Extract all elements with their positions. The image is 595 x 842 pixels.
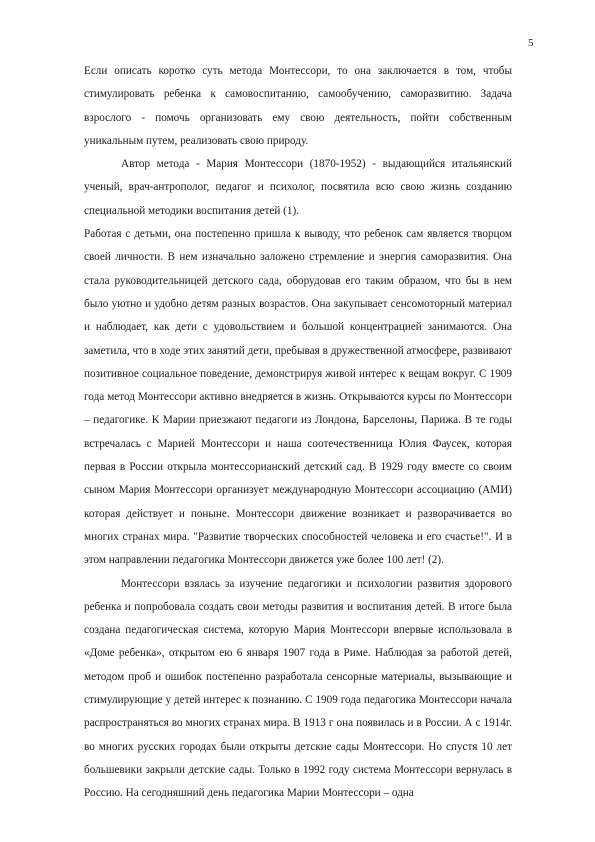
page-number: 5 xyxy=(528,37,534,49)
paragraph-method-summary: Если описать коротко суть метода Монтессори, то она заключается в том, чтобы стимулировать ребенка к самовоспитанию, самообучению, саморазвитию. Задача взрослого - помочь организовать ему свою деятельность, пойти собственным уникальным путем, реализовать свою природу. xyxy=(84,65,512,147)
paragraph-pedagogy-history: Монтессори взялась за изучение педагогики и психологии развития здорового ребенка и попробовала создать свои методы развития и воспитания детей. В итоге была создана педагогическая система, которую Мария Монтессори впервые использовала в «Доме ребенка», открытом ею 6 января 1907 года в Риме. Наблюдая за работой детей, методом проб и ошибок постепенно разработала сенсорные материалы, вызывающие и стимулирующие у детей интерес к познанию. С 1909 года педагогика Монтессори начала распространяться во многих странах мира. В 1913 г она появилась и в России. А с 1914г. во многих русских городах были открыты детские сады Монтессори. Но спустя 10 лет большевики закрыли детские сады. Только в 1992 году система Монтессори вернулась в Россию. На сегодняшний день педагогика Марии Монтессори – одна xyxy=(84,577,512,800)
document-body xyxy=(84,60,512,806)
paragraph-work-with-children: Работая с детьми, она постепенно пришла к выводу, что ребенок сам является творцом своей личности. В нем изначально заложено стремление и энергия саморазвития. Она стала руководительницей детского сада, оборудовав его таким образом, что бы в нем было уютно и удобно детям разных возрастов. Она закупывает сенсомоторный материал и наблюдает, как дети с удовольствием и большой концентрацией занимаются. Она заметила, что в ходе этих занятий дети, пребывая в дружественной атмосфере, развивают позитивное социальное поведение, демонстрируя живой интерес к вещам вокруг. С 1909 года метод Монтессори активно внедряется в жизнь. Открываются курсы по Монтессори – педагогике. К Марии приезжают педагоги из Лондона, Барселоны, Парижа. В те годы встречалась с Марией Монтессори и наша соотечественница Юлия Фаусек, которая первая в России открыла монтессорианский детский сад. В 1929 году вместе со своим сыном Мария Монтессори организует международную Монтессори ассоциацию (АМИ) которая действует и поныне. Монтессори движение возникает и разворачивается во многих странах мира. "Развитие творческих способностей человека и его счастье!". И в этом направлении педагогика Монтессори движется уже более 100 лет! (2). xyxy=(84,228,512,567)
paragraph-author: Автор метода - Мария Монтессори (1870-1952) - выдающийся итальянский ученый, врач-антрополог, педагог и психолог, посвятила всю свою жизнь созданию специальной методики воспитания детей (1). xyxy=(84,158,512,217)
